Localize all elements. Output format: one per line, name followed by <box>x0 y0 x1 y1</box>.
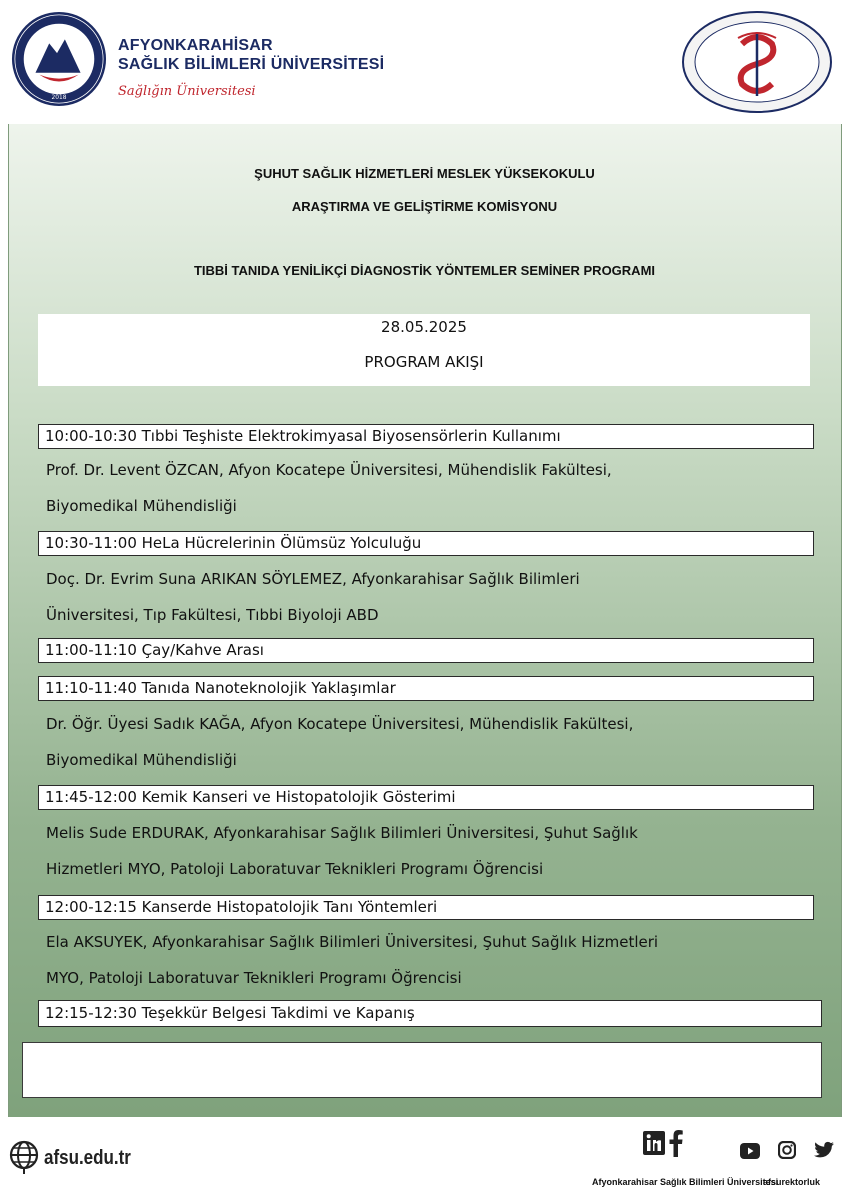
school-name-heading: ŞUHUT SAĞLIK HİZMETLERİ MESLEK YÜKSEKOKULU <box>254 166 595 181</box>
university-name-line1: AFYONKARAHİSAR <box>118 37 273 54</box>
speaker-line: Ela AKSUYEK, Afyonkarahisar Sağlık Bilimleri Üniversitesi, Şuhut Sağlık Hizmetleri <box>46 933 659 951</box>
speaker-line: Hizmetleri MYO, Patoloji Laboratuvar Teknikleri Programı Öğrencisi <box>46 860 544 878</box>
globe-icon <box>8 1139 40 1175</box>
social-caption-handle: afsurektorluk <box>763 1177 821 1187</box>
facebook-icon[interactable] <box>669 1129 683 1157</box>
session-speaker <box>46 452 802 524</box>
program-title-heading: TIBBİ TANIDA YENİLİKÇİ DİAGNOSTİK YÖNTEMLER SEMİNER PROGRAMI <box>193 263 656 278</box>
university-name-line2: SAĞLIK BİLİMLERİ ÜNİVERSİTESİ <box>118 56 385 73</box>
website-link[interactable]: afsu.edu.tr <box>44 1147 131 1169</box>
program-flow-label: PROGRAM AKIŞI <box>364 353 484 371</box>
session-bar: 11:00-11:10 Çay/Kahve Arası <box>38 638 814 663</box>
session-bar: 12:00-12:15 Kanserde Histopatolojik Tanı Yöntemleri <box>38 895 814 920</box>
speaker-line: Üniversitesi, Tıp Fakültesi, Tıbbi Biyoloji ABD <box>46 606 379 624</box>
twitter-icon[interactable] <box>814 1141 834 1159</box>
speaker-line: MYO, Patoloji Laboratuvar Teknikleri Programı Öğrencisi <box>46 969 462 987</box>
session-speaker <box>46 706 802 778</box>
speaker-line: Biyomedikal Mühendisliği <box>46 751 237 769</box>
social-caption-university: Afyonkarahisar Sağlık Bilimleri Üniversitesi <box>592 1177 779 1187</box>
page-header <box>0 0 849 124</box>
empty-notes-box <box>22 1042 822 1098</box>
session-speaker <box>46 561 802 633</box>
university-logo <box>10 10 108 108</box>
session-bar: 10:00-10:30 Tıbbi Teşhiste Elektrokimyasal Biyosensörlerin Kullanımı <box>38 424 814 449</box>
instagram-icon[interactable] <box>778 1141 796 1159</box>
linkedin-icon[interactable] <box>643 1131 665 1155</box>
program-date: 28.05.2025 <box>381 318 467 336</box>
speaker-line: Doç. Dr. Evrim Suna ARIKAN SÖYLEMEZ, Afyonkarahisar Sağlık Bilimleri <box>46 570 580 588</box>
youtube-icon[interactable] <box>740 1143 760 1159</box>
session-bar: 12:15-12:30 Teşekkür Belgesi Takdimi ve Kapanış <box>38 1000 822 1027</box>
commission-heading: ARAŞTIRMA VE GELİŞTİRME KOMİSYONU <box>291 199 558 214</box>
page-footer <box>0 1117 849 1200</box>
speaker-line: Dr. Öğr. Üyesi Sadık KAĞA, Afyon Kocatepe Üniversitesi, Mühendislik Fakültesi, <box>46 715 634 733</box>
speaker-line: Biyomedikal Mühendisliği <box>46 497 237 515</box>
session-bar: 10:30-11:00 HeLa Hücrelerinin Ölümsüz Yolculuğu <box>38 531 814 556</box>
university-name <box>118 36 384 74</box>
session-speaker <box>46 815 802 887</box>
speaker-line: Melis Sude ERDURAK, Afyonkarahisar Sağlık Bilimleri Üniversitesi, Şuhut Sağlık <box>46 824 638 842</box>
session-bar: 11:45-12:00 Kemik Kanseri ve Histopatolojik Gösterimi <box>38 785 814 810</box>
speaker-line: Prof. Dr. Levent ÖZCAN, Afyon Kocatepe Üniversitesi, Mühendislik Fakültesi, <box>46 461 612 479</box>
session-bar: 11:10-11:40 Tanıda Nanoteknolojik Yaklaşımlar <box>38 676 814 701</box>
svg-text:2018: 2018 <box>51 95 67 102</box>
school-seal-logo <box>680 8 834 116</box>
program-date-box <box>38 314 810 386</box>
session-speaker <box>46 924 802 996</box>
university-motto: Sağlığın Üniversitesi <box>118 84 256 99</box>
